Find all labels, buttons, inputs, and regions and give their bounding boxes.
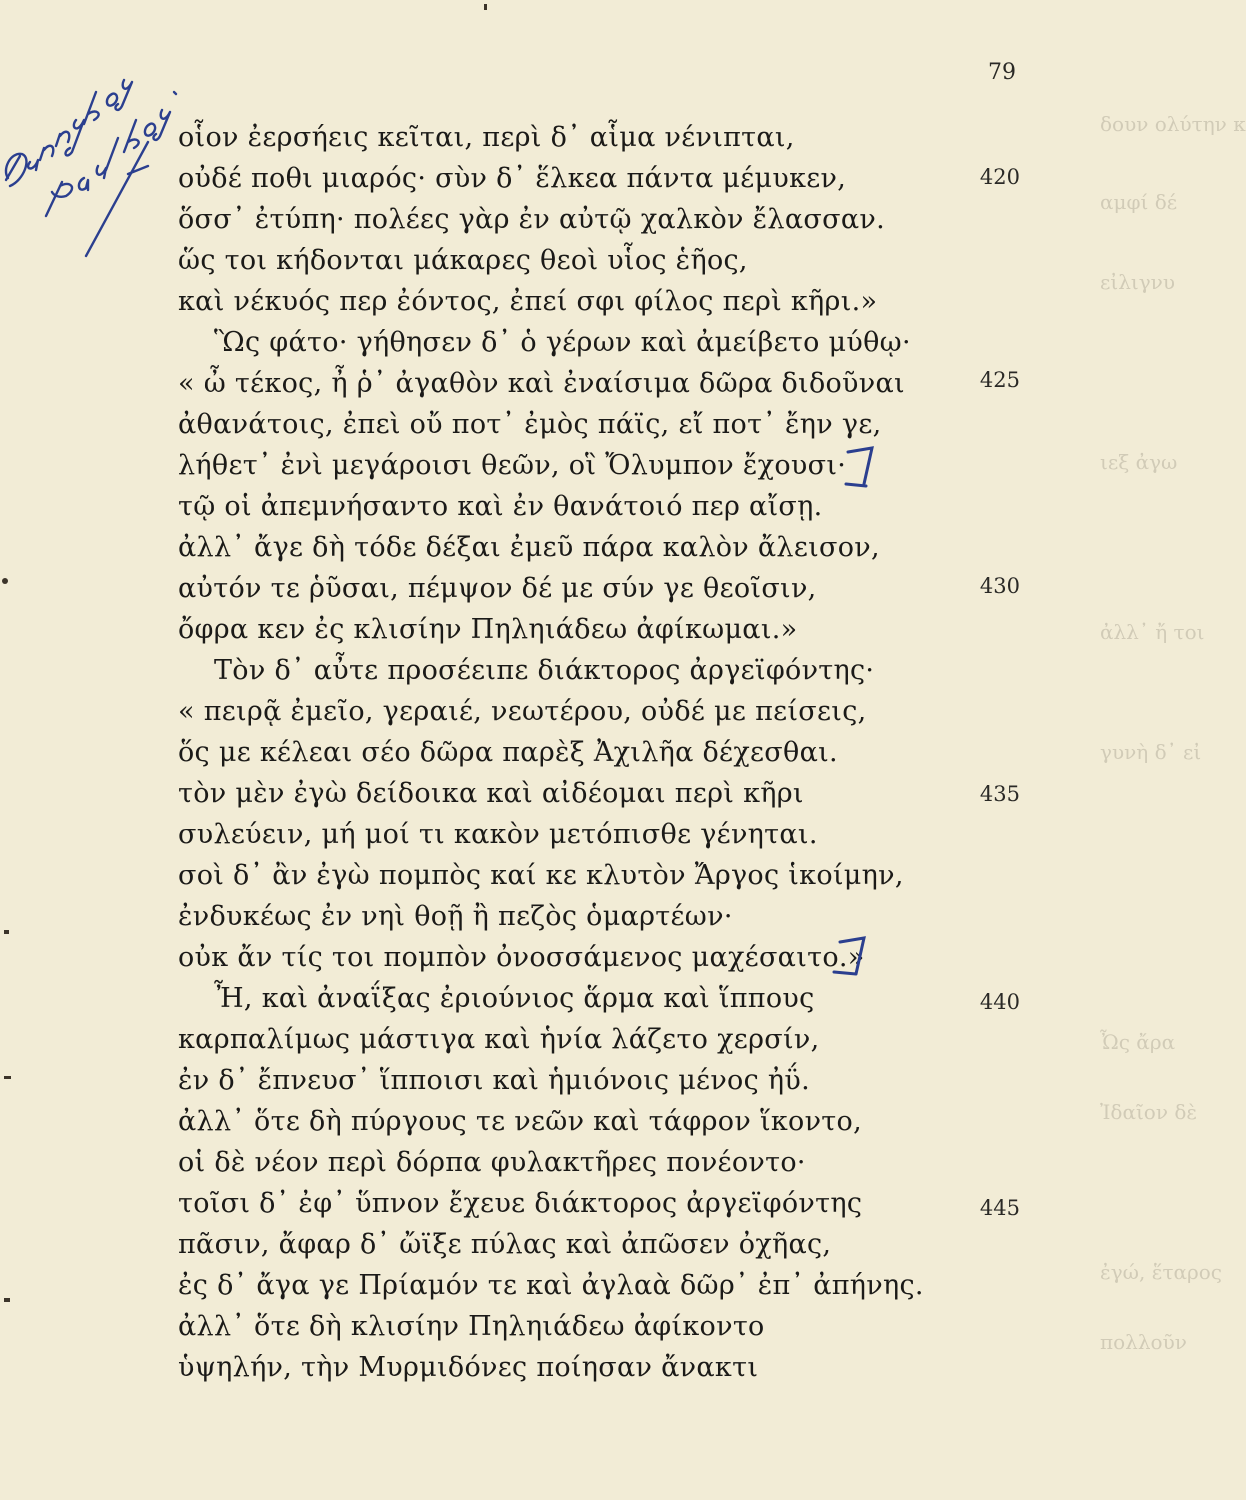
line-number: 420 — [979, 165, 1020, 189]
verse-line: ὅς με κέλεαι σέο δῶρα παρὲξ Ἀχιλῆα δέχεσθαι. — [178, 737, 838, 768]
verse-line: οἱ δὲ νέον περὶ δόρπα φυλακτῆρες πονέοντο· — [178, 1147, 806, 1178]
verse-line: λήθετ᾽ ἐνὶ μεγάροισι θεῶν, οἳ Ὄλυμπον ἔχουσι· — [178, 450, 847, 481]
verse-line: ἐς δ᾽ ἄγα γε Πρίαμόν τε καὶ ἀγλαὰ δῶρ᾽ ἐπ᾽ ἀπήνης. — [178, 1270, 924, 1301]
line-number: 435 — [979, 782, 1020, 806]
margin-speck — [4, 930, 9, 934]
margin-speck — [484, 4, 487, 10]
verse-line: ἐνδυκέως ἐν νηὶ θοῇ ἢ πεζὸς ὁμαρτέων· — [178, 901, 733, 932]
verse-line: ἀλλ᾽ ὅτε δὴ κλισίην Πηληιάδεω ἀφίκοντο — [178, 1311, 765, 1342]
verse-line: οὐδέ ποθι μιαρός· σὺν δ᾽ ἕλκεα πάντα μέμυκεν, — [178, 163, 847, 194]
line-number: 425 — [979, 368, 1020, 392]
verse-line: πᾶσιν, ἄφαρ δ᾽ ὤϊξε πύλας καὶ ἀπῶσεν ὀχῆας, — [178, 1229, 832, 1260]
line-number: 445 — [979, 1196, 1020, 1220]
verse-line: ἐν δ᾽ ἔπνευσ᾽ ἵπποισι καὶ ἡμιόνοις μένος ἠΰ. — [178, 1065, 810, 1096]
margin-speck — [4, 1076, 11, 1079]
verse-line: οὐκ ἄν τίς τοι πομπὸν ὀνοσσάμενος μαχέσαιτο.» — [178, 942, 865, 973]
show-through: ἀλλ᾽ ἤ τοι — [1100, 620, 1205, 644]
verse-line: συλεύειν, μή μοί τι κακὸν μετόπισθε γένηται. — [178, 819, 818, 850]
verse-line: τοῖσι δ᾽ ἐφ᾽ ὕπνον ἔχευε διάκτορος ἀργεϊφόντης — [178, 1188, 863, 1219]
margin-speck — [4, 1298, 10, 1302]
verse-line: Ὣς φάτο· γήθησεν δ᾽ ὁ γέρων καὶ ἀμείβετο μύθῳ· — [214, 327, 911, 358]
verse-line: ὅσσ᾽ ἐτύπη· πολέες γὰρ ἐν αὐτῷ χαλκὸν ἔλασσαν. — [178, 204, 885, 235]
verse-line: καὶ νέκυός περ ἐόντος, ἐπεί σφι φίλος περὶ κῆρι.» — [178, 286, 878, 317]
verse-line: Τὸν δ᾽ αὖτε προσέειπε διάκτορος ἀργεϊφόντης· — [214, 655, 875, 686]
verse-line: αὐτόν τε ῥῦσαι, πέμψον δέ με σύν γε θεοῖσιν, — [178, 573, 817, 604]
show-through: Ἰδαῖον δὲ — [1100, 1100, 1198, 1124]
show-through: πολλοῦν — [1100, 1330, 1187, 1354]
verse-line: ἀθανάτοις, ἐπεὶ οὔ ποτ᾽ ἐμὸς πάϊς, εἴ ποτ᾽ ἔην γε, — [178, 409, 882, 440]
pen-bracket-mark — [842, 444, 882, 490]
verse-line: ὑψηλήν, τὴν Μυρμιδόνες ποίησαν ἄνακτι — [178, 1352, 759, 1383]
verse-line: ὥς τοι κήδονται μάκαρες θεοὶ υἷος ἑῆος, — [178, 245, 748, 276]
verse-line: τὸν μὲν ἐγὼ δείδοικα καὶ αἰδέομαι περὶ κῆρι — [178, 778, 804, 809]
verse-line: τῷ οἱ ἀπεμνήσαντο καὶ ἐν θανάτοιό περ αἴσῃ. — [178, 491, 823, 522]
verse-line: « πειρᾷ ἐμεῖο, γεραιέ, νεωτέρου, οὐδέ με πείσεις, — [178, 696, 867, 727]
verse-line: ἀλλ᾽ ὅτε δὴ πύργους τε νεῶν καὶ τάφρον ἵκοντο, — [178, 1106, 862, 1137]
show-through: ἐγώ, ἕταρος — [1100, 1260, 1223, 1284]
verse-line: « ὦ τέκος, ἦ ῥ᾽ ἀγαθὸν καὶ ἐναίσιμα δῶρα διδοῦναι — [178, 368, 905, 399]
verse-line: καρπαλίμως μάστιγα καὶ ἡνία λάζετο χερσίν, — [178, 1024, 820, 1055]
verse-line: ἀλλ᾽ ἄγε δὴ τόδε δέξαι ἐμεῦ πάρα καλὸν ἄλεισον, — [178, 532, 880, 563]
page-number: 79 — [988, 60, 1016, 85]
line-number: 430 — [979, 574, 1020, 598]
verse-line: ὄφρα κεν ἐς κλισίην Πηληιάδεω ἀφίκωμαι.» — [178, 614, 798, 645]
margin-speck — [2, 578, 8, 584]
show-through: αμφί δέ — [1100, 190, 1178, 214]
verse-line: οἷον ἐερσήεις κεῖται, περὶ δ᾽ αἷμα νένιπται, — [178, 122, 795, 153]
show-through: ιεξ ἀγω — [1100, 450, 1178, 474]
verse-line: σοὶ δ᾽ ἂν ἐγὼ πομπὸς καί κε κλυτὸν Ἄργος ἱκοίμην, — [178, 860, 904, 891]
handwritten-note — [0, 20, 200, 240]
pen-bracket-mark — [830, 934, 872, 980]
show-through: δουν ολύτην κ — [1100, 112, 1246, 136]
show-through: γυνὴ δ᾽ εἰ — [1100, 740, 1202, 764]
line-number: 440 — [979, 990, 1020, 1014]
verse-line: Ἦ, καὶ ἀναΐξας ἐριούνιος ἅρμα καὶ ἵππους — [214, 983, 815, 1014]
show-through: Ὦς ἄρα — [1100, 1030, 1176, 1054]
show-through: εἰλιγνυ — [1100, 270, 1175, 294]
